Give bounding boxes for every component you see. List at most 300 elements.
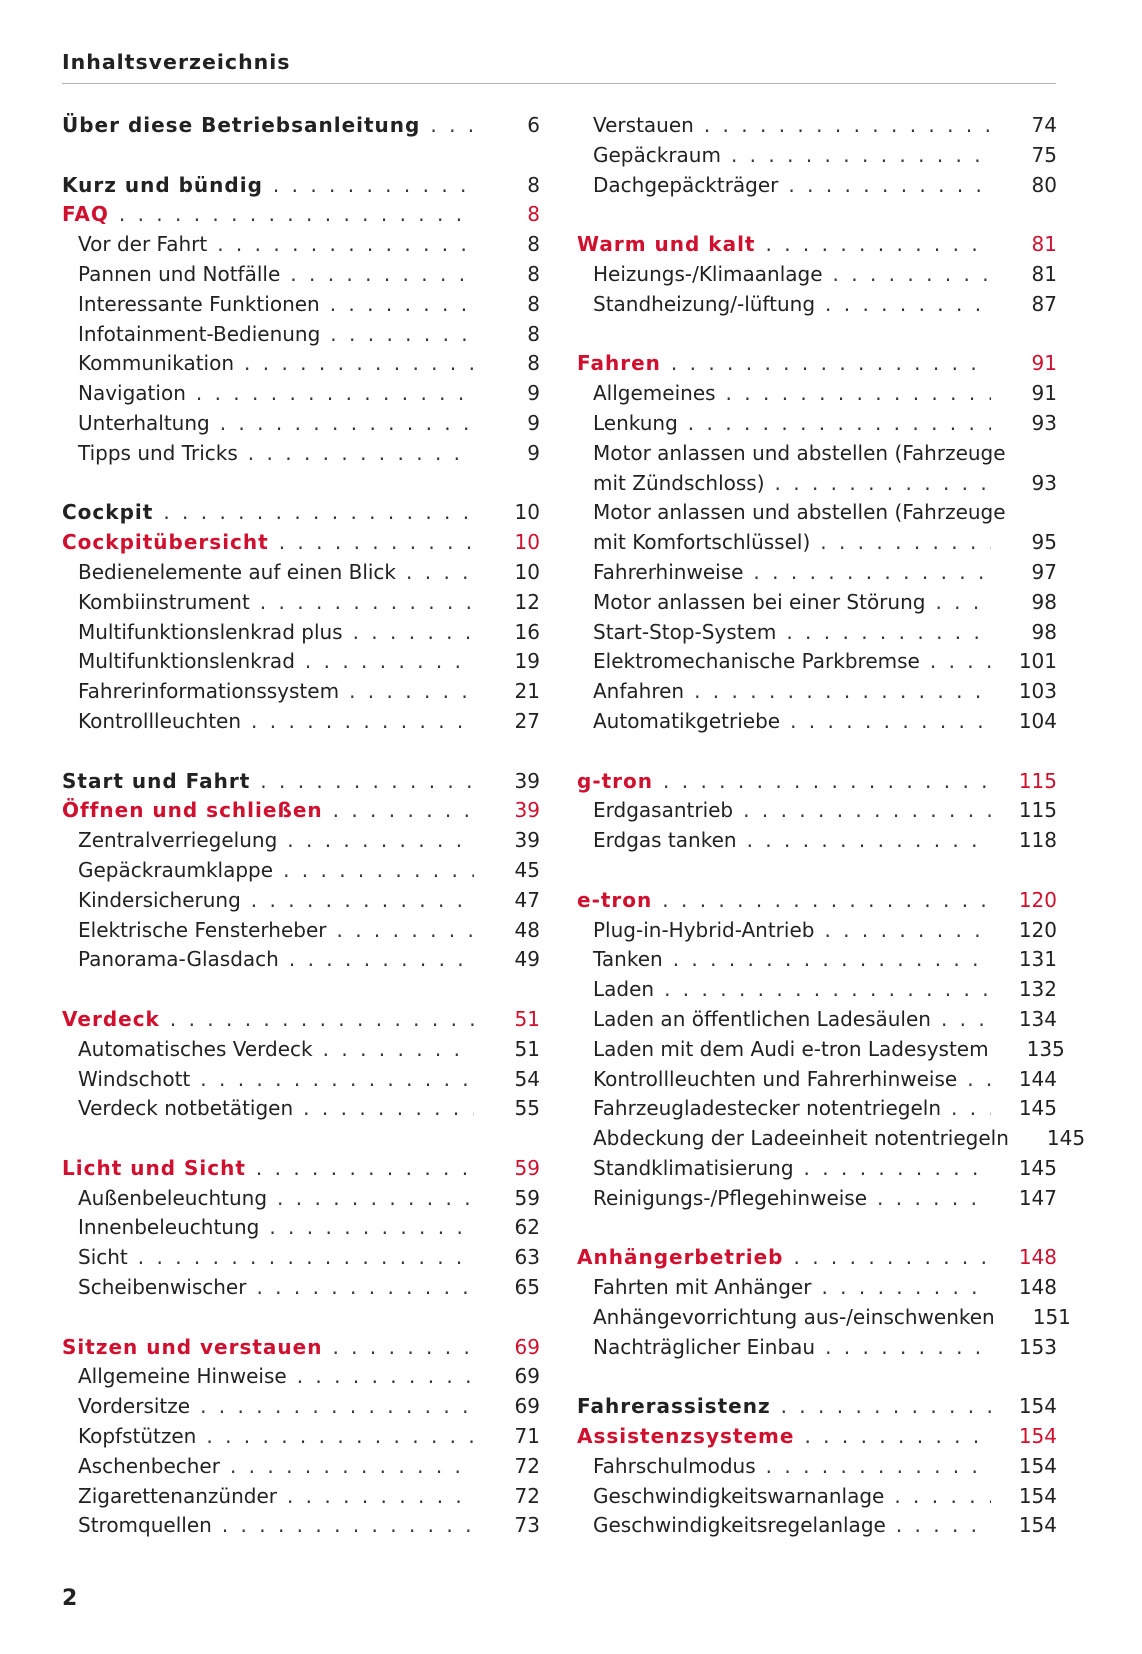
toc-page-number: 8 bbox=[527, 321, 540, 346]
toc-entry-title: Standheizung/-lüftung bbox=[593, 291, 816, 316]
toc-subsection-entry[interactable] bbox=[62, 320, 540, 350]
toc-dot-leader bbox=[241, 886, 474, 916]
toc-subsection-entry[interactable] bbox=[577, 498, 1057, 528]
toc-page-number: 145 bbox=[1046, 1126, 1086, 1151]
toc-entry-title: Laden bbox=[593, 977, 655, 1002]
toc-page-number: 91 bbox=[1031, 351, 1057, 376]
toc-dot-leader bbox=[246, 1154, 474, 1184]
toc-subsection-entry[interactable] bbox=[577, 618, 1057, 648]
toc-page-number: 72 bbox=[514, 1453, 540, 1478]
toc-page-number: 103 bbox=[1018, 679, 1057, 704]
toc-page-number: 12 bbox=[514, 589, 540, 614]
toc-chapter-entry[interactable] bbox=[577, 1392, 1057, 1422]
toc-page-number: 98 bbox=[1031, 619, 1057, 644]
toc-page-number: 51 bbox=[514, 1036, 540, 1061]
toc-subsection-entry[interactable] bbox=[577, 1124, 1086, 1154]
toc-page-number: 10 bbox=[514, 559, 540, 584]
toc-entry-title: Verstauen bbox=[593, 113, 694, 137]
toc-page-number: 54 bbox=[514, 1066, 540, 1091]
toc-entry-title: FAQ bbox=[62, 202, 109, 227]
toc-entry-title: Reinigungs-/Pflegehinweise bbox=[593, 1185, 868, 1210]
toc-section-entry[interactable] bbox=[577, 349, 1057, 379]
toc-subsection-entry[interactable] bbox=[577, 647, 1057, 677]
toc-subsection-entry[interactable] bbox=[577, 1452, 1057, 1482]
toc-entry-title: Nachträglicher Einbau bbox=[593, 1334, 816, 1359]
toc-dot-leader bbox=[721, 141, 991, 171]
toc-page-number: 16 bbox=[514, 619, 540, 644]
section-spacer bbox=[62, 1303, 540, 1333]
toc-section-entry[interactable] bbox=[62, 1154, 540, 1184]
toc-entry-title: Elektrische Fensterheber bbox=[78, 917, 327, 942]
toc-dot-leader bbox=[186, 379, 474, 409]
toc-subsection-entry[interactable] bbox=[577, 826, 1057, 856]
toc-entry-title: Plug-in-Hybrid-Antrieb bbox=[593, 917, 815, 942]
toc-dot-leader bbox=[780, 707, 991, 737]
toc-entry-title: Fahrten mit Anhänger bbox=[593, 1275, 812, 1300]
toc-dot-leader bbox=[190, 1065, 474, 1095]
toc-page-number: 154 bbox=[1018, 1453, 1057, 1478]
toc-entry-title: Über diese Betriebsanleitung bbox=[62, 113, 421, 137]
section-spacer bbox=[577, 1362, 1057, 1392]
toc-page-number: 51 bbox=[514, 1006, 540, 1031]
toc-dot-leader bbox=[109, 200, 474, 230]
toc-right-column bbox=[577, 111, 1086, 1541]
toc-dot-leader bbox=[755, 230, 991, 260]
toc-page-number: 8 bbox=[527, 172, 540, 197]
toc-entry-title: Fahrerassistenz bbox=[577, 1394, 771, 1419]
toc-chapter-entry[interactable] bbox=[62, 498, 540, 528]
toc-subsection-entry[interactable] bbox=[577, 1482, 1057, 1512]
toc-dot-leader bbox=[246, 1273, 474, 1303]
toc-entry-title: Innenbeleuchtung bbox=[78, 1215, 260, 1240]
section-spacer bbox=[62, 141, 540, 171]
toc-subsection-entry[interactable] bbox=[62, 439, 540, 469]
toc-subsection-entry[interactable] bbox=[62, 1273, 540, 1303]
toc-entry-title: e-tron bbox=[577, 887, 653, 912]
toc-dot-leader bbox=[678, 409, 991, 439]
toc-entry-title: Laden mit dem Audi e-tron Ladesystem bbox=[593, 1036, 989, 1061]
toc-entry-title: Fahrzeugladestecker notentriegeln bbox=[593, 1096, 942, 1121]
toc-entry-title: Tanken bbox=[593, 947, 663, 972]
toc-subsection-entry[interactable] bbox=[62, 409, 540, 439]
toc-subsection-entry[interactable] bbox=[577, 1511, 1057, 1541]
toc-dot-leader bbox=[343, 618, 474, 648]
toc-subsection-entry[interactable] bbox=[62, 1213, 540, 1243]
toc-dot-leader bbox=[771, 1392, 991, 1422]
toc-subsection-entry[interactable] bbox=[577, 1303, 1071, 1333]
toc-entry-title: Erdgasantrieb bbox=[593, 798, 734, 823]
toc-subsection-entry[interactable] bbox=[62, 349, 540, 379]
toc-page-number: 91 bbox=[1031, 381, 1057, 406]
toc-page-number: 153 bbox=[1018, 1334, 1057, 1359]
section-spacer bbox=[62, 975, 540, 1005]
toc-dot-leader bbox=[794, 1422, 990, 1452]
toc-dot-leader bbox=[273, 856, 474, 886]
toc-entry-title: mit Zündschloss) bbox=[593, 470, 765, 495]
toc-page-number: 9 bbox=[527, 410, 540, 435]
toc-page-number: 154 bbox=[1018, 1424, 1057, 1449]
toc-dot-leader bbox=[313, 1035, 474, 1065]
toc-dot-leader bbox=[654, 975, 991, 1005]
toc-subsection-entry[interactable] bbox=[577, 469, 1057, 499]
toc-entry-title: Unterhaltung bbox=[78, 410, 210, 435]
toc-dot-leader bbox=[322, 1333, 474, 1363]
toc-subsection-entry[interactable] bbox=[62, 677, 540, 707]
toc-entry-title: Motor anlassen und abstellen (Fahrzeuge bbox=[593, 440, 1006, 465]
toc-entry-title: Geschwindigkeitswarnanlage bbox=[593, 1483, 885, 1508]
toc-subsection-entry[interactable] bbox=[577, 141, 1057, 171]
toc-entry-title: Dachgepäckträger bbox=[593, 172, 779, 197]
toc-dot-leader bbox=[823, 260, 991, 290]
toc-entry-title: Geschwindigkeitsregelanlage bbox=[593, 1513, 886, 1538]
section-spacer bbox=[577, 200, 1057, 230]
toc-dot-leader bbox=[920, 647, 991, 677]
toc-entry-title: Allgemeines bbox=[593, 381, 716, 406]
toc-subsection-entry[interactable] bbox=[577, 916, 1057, 946]
toc-subsection-entry[interactable] bbox=[62, 647, 540, 677]
toc-page-number: 101 bbox=[1018, 649, 1057, 674]
toc-entry-title: Licht und Sicht bbox=[62, 1155, 246, 1180]
toc-dot-leader bbox=[241, 707, 474, 737]
toc-dot-leader bbox=[287, 1362, 474, 1392]
toc-subsection-entry[interactable] bbox=[577, 439, 1057, 469]
page-number: 2 bbox=[62, 1586, 78, 1611]
toc-page-number: 10 bbox=[514, 500, 540, 525]
toc-entry-title: Navigation bbox=[78, 381, 186, 406]
toc-page-number: 135 bbox=[1026, 1036, 1065, 1061]
toc-page-number: 134 bbox=[1018, 1006, 1057, 1031]
toc-subsection-entry[interactable] bbox=[577, 1154, 1057, 1184]
toc-dot-leader bbox=[295, 647, 474, 677]
toc-entry-title: Tipps und Tricks bbox=[78, 440, 238, 465]
toc-page-number: 27 bbox=[514, 708, 540, 733]
toc-dot-leader bbox=[886, 1511, 991, 1541]
toc-page-number: 154 bbox=[1018, 1483, 1057, 1508]
section-spacer bbox=[577, 856, 1057, 886]
toc-page-number: 104 bbox=[1018, 708, 1057, 733]
toc-section-entry[interactable] bbox=[577, 1422, 1057, 1452]
section-spacer bbox=[577, 1213, 1057, 1243]
toc-dot-leader bbox=[931, 1005, 991, 1035]
toc-dot-leader bbox=[733, 796, 991, 826]
toc-subsection-entry[interactable] bbox=[62, 1243, 540, 1273]
toc-dot-leader bbox=[989, 1035, 999, 1065]
toc-subsection-entry[interactable] bbox=[62, 1392, 540, 1422]
toc-subsection-entry[interactable] bbox=[62, 1184, 540, 1214]
toc-subsection-entry[interactable] bbox=[577, 1035, 1065, 1065]
toc-dot-leader bbox=[716, 379, 991, 409]
toc-dot-leader bbox=[884, 1482, 990, 1512]
toc-entry-title: Motor anlassen und abstellen (Fahrzeuge bbox=[593, 500, 1006, 525]
toc-entry-title: Anhängevorrichtung aus-/einschwenken bbox=[593, 1304, 995, 1329]
toc-dot-leader bbox=[234, 349, 474, 379]
toc-page-number: 65 bbox=[514, 1275, 540, 1300]
toc-subsection-entry[interactable] bbox=[577, 1005, 1057, 1035]
toc-dot-leader bbox=[867, 1184, 991, 1214]
toc-page-number: 48 bbox=[514, 917, 540, 942]
toc-dot-leader bbox=[277, 826, 474, 856]
toc-page-number: 145 bbox=[1018, 1096, 1057, 1121]
toc-page-number: 19 bbox=[514, 649, 540, 674]
toc-section-entry[interactable] bbox=[62, 1005, 540, 1035]
toc-subsection-entry[interactable] bbox=[577, 171, 1057, 201]
toc-left-column bbox=[62, 111, 540, 1541]
toc-page-number: 8 bbox=[527, 351, 540, 376]
toc-entry-title: Elektromechanische Parkbremse bbox=[593, 649, 920, 674]
toc-subsection-entry[interactable] bbox=[577, 290, 1057, 320]
toc-chapter-entry[interactable] bbox=[62, 767, 540, 797]
toc-subsection-entry[interactable] bbox=[577, 1094, 1057, 1124]
toc-subsection-entry[interactable] bbox=[62, 826, 540, 856]
toc-page-number: 93 bbox=[1031, 410, 1057, 435]
toc-page-number: 115 bbox=[1018, 768, 1057, 793]
toc-dot-leader bbox=[776, 618, 991, 648]
toc-entry-title: Gepäckraum bbox=[593, 142, 721, 167]
toc-page-number: 95 bbox=[1031, 530, 1057, 555]
toc-entry-title: Anfahren bbox=[593, 679, 685, 704]
toc-dot-leader bbox=[778, 171, 991, 201]
toc-page-number: 69 bbox=[514, 1334, 540, 1359]
toc-dot-leader bbox=[153, 498, 474, 528]
toc-section-entry[interactable] bbox=[62, 528, 540, 558]
toc-entry-title: Fahrerinformationssystem bbox=[78, 679, 340, 704]
toc-subsection-entry[interactable] bbox=[62, 1035, 540, 1065]
toc-entry-title: Heizungs-/Klimaanlage bbox=[593, 261, 823, 286]
toc-entry-title: Sicht bbox=[78, 1245, 128, 1270]
toc-dot-leader bbox=[160, 1005, 474, 1035]
toc-page-number: 10 bbox=[514, 530, 540, 555]
toc-entry-title: Anhängerbetrieb bbox=[577, 1245, 784, 1270]
toc-section-entry[interactable] bbox=[577, 886, 1057, 916]
toc-dot-leader bbox=[814, 916, 990, 946]
toc-subsection-entry[interactable] bbox=[62, 856, 540, 886]
toc-dot-leader bbox=[207, 230, 474, 260]
toc-page-number: 9 bbox=[527, 381, 540, 406]
toc-dot-leader bbox=[269, 528, 474, 558]
toc-entry-title: Kommunikation bbox=[78, 351, 235, 376]
toc-dot-leader bbox=[756, 1452, 991, 1482]
toc-subsection-entry[interactable] bbox=[577, 1184, 1057, 1214]
toc-subsection-entry[interactable] bbox=[577, 588, 1057, 618]
toc-subsection-entry[interactable] bbox=[577, 707, 1057, 737]
toc-entry-title: Verdeck bbox=[62, 1006, 160, 1031]
toc-page-number: 55 bbox=[514, 1096, 540, 1121]
toc-entry-title: Motor anlassen bei einer Störung bbox=[593, 589, 926, 614]
toc-entry-title: Kontrollleuchten bbox=[78, 708, 242, 733]
toc-subsection-entry[interactable] bbox=[62, 379, 540, 409]
toc-page-number: 63 bbox=[514, 1245, 540, 1270]
toc-page-number: 87 bbox=[1031, 291, 1057, 316]
toc-entry-title: Fahren bbox=[577, 351, 661, 376]
toc-section-entry[interactable] bbox=[577, 767, 1057, 797]
toc-page-number: 8 bbox=[527, 232, 540, 257]
toc-entry-title: Stromquellen bbox=[78, 1513, 212, 1538]
toc-dot-leader bbox=[250, 588, 474, 618]
toc-page-number: 47 bbox=[514, 887, 540, 912]
toc-page-number: 9 bbox=[527, 440, 540, 465]
toc-subsection-entry[interactable] bbox=[577, 260, 1057, 290]
toc-page-number: 71 bbox=[514, 1424, 540, 1449]
toc-subsection-entry[interactable] bbox=[62, 230, 540, 260]
toc-chapter-entry[interactable] bbox=[62, 171, 540, 201]
toc-entry-title: Gepäckraumklappe bbox=[78, 857, 274, 882]
toc-page-number: 39 bbox=[514, 828, 540, 853]
toc-subsection-entry[interactable] bbox=[62, 945, 540, 975]
toc-page-number: 49 bbox=[514, 947, 540, 972]
toc-page-number: 72 bbox=[514, 1483, 540, 1508]
toc-section-entry[interactable] bbox=[577, 1243, 1057, 1273]
toc-entry-title: Infotainment-Bedienung bbox=[78, 321, 321, 346]
toc-entry-title: Scheibenwischer bbox=[78, 1275, 247, 1300]
toc-subsection-entry[interactable] bbox=[62, 290, 540, 320]
toc-page-number: 148 bbox=[1018, 1275, 1057, 1300]
section-spacer bbox=[62, 1124, 540, 1154]
toc-subsection-entry[interactable] bbox=[577, 945, 1057, 975]
toc-entry-title: Automatikgetriebe bbox=[593, 708, 781, 733]
toc-page-number: 21 bbox=[514, 679, 540, 704]
toc-subsection-entry[interactable] bbox=[577, 975, 1057, 1005]
toc-subsection-entry[interactable] bbox=[577, 528, 1057, 558]
toc-entry-title: Assistenzsysteme bbox=[577, 1424, 795, 1449]
toc-page-number: 93 bbox=[1031, 470, 1057, 495]
toc-entry-title: Standklimatisierung bbox=[593, 1155, 794, 1180]
toc-page-number: 39 bbox=[514, 768, 540, 793]
toc-subsection-entry[interactable] bbox=[62, 588, 540, 618]
section-spacer bbox=[577, 320, 1057, 350]
toc-section-entry[interactable] bbox=[62, 796, 540, 826]
toc-page-number: 81 bbox=[1031, 232, 1057, 257]
toc-entry-title: Cockpitübersicht bbox=[62, 530, 269, 555]
toc-subsection-entry[interactable] bbox=[577, 1333, 1057, 1363]
toc-entry-title: Erdgas tanken bbox=[593, 828, 737, 853]
toc-dot-leader bbox=[190, 1392, 474, 1422]
toc-subsection-entry[interactable] bbox=[62, 260, 540, 290]
toc-dot-leader bbox=[684, 677, 991, 707]
toc-dot-leader bbox=[663, 945, 991, 975]
toc-entry-title: Laden an öffentlichen Ladesäulen bbox=[593, 1006, 931, 1031]
toc-dot-leader bbox=[737, 826, 991, 856]
toc-dot-leader bbox=[815, 290, 991, 320]
toc-subsection-entry[interactable] bbox=[62, 1094, 540, 1124]
toc-dot-leader bbox=[259, 1213, 474, 1243]
toc-subsection-entry[interactable] bbox=[62, 1065, 540, 1095]
toc-subsection-entry[interactable] bbox=[577, 379, 1057, 409]
section-spacer bbox=[62, 737, 540, 767]
toc-page-number: 74 bbox=[1031, 113, 1057, 137]
toc-subsection-entry[interactable] bbox=[577, 1273, 1057, 1303]
toc-subsection-entry[interactable] bbox=[62, 1511, 540, 1541]
toc-dot-leader bbox=[238, 439, 474, 469]
toc-dot-leader bbox=[320, 320, 474, 350]
toc-dot-leader bbox=[995, 1303, 1005, 1333]
toc-entry-title: Zentralverriegelung bbox=[78, 828, 278, 853]
toc-entry-title: Abdeckung der Ladeeinheit notentriegeln bbox=[593, 1126, 1009, 1151]
toc-page-number: 69 bbox=[514, 1394, 540, 1419]
toc-section-entry[interactable] bbox=[62, 1333, 540, 1363]
toc-subsection-entry[interactable] bbox=[62, 886, 540, 916]
toc-dot-leader bbox=[267, 1184, 474, 1214]
toc-page-number: 69 bbox=[514, 1364, 540, 1389]
toc-dot-leader bbox=[694, 111, 991, 141]
toc-page-number: 8 bbox=[527, 261, 540, 286]
toc-chapter-entry[interactable] bbox=[62, 111, 540, 141]
toc-page-number: 75 bbox=[1031, 142, 1057, 167]
toc-section-entry[interactable] bbox=[577, 230, 1057, 260]
toc-page-number: 144 bbox=[1018, 1066, 1057, 1091]
toc-subsection-entry[interactable] bbox=[62, 916, 540, 946]
toc-dot-leader bbox=[212, 1511, 474, 1541]
toc-dot-leader bbox=[925, 588, 991, 618]
toc-dot-leader bbox=[263, 171, 474, 201]
toc-subsection-entry[interactable] bbox=[577, 111, 1057, 141]
toc-page-number: 59 bbox=[514, 1185, 540, 1210]
toc-page-number: 120 bbox=[1018, 917, 1057, 942]
toc-page-number: 132 bbox=[1018, 977, 1057, 1002]
toc-page-number: 81 bbox=[1031, 261, 1057, 286]
toc-entry-title: Vor der Fahrt bbox=[78, 232, 208, 257]
toc-entry-title: Start-Stop-System bbox=[593, 619, 777, 644]
toc-dot-leader bbox=[196, 1422, 474, 1452]
toc-dot-leader bbox=[396, 558, 474, 588]
toc-subsection-entry[interactable] bbox=[62, 1362, 540, 1392]
toc-subsection-entry[interactable] bbox=[62, 618, 540, 648]
toc-dot-leader bbox=[810, 528, 991, 558]
toc-entry-title: Öffnen und schließen bbox=[62, 798, 323, 823]
toc-subsection-entry[interactable] bbox=[577, 558, 1057, 588]
toc-subsection-entry[interactable] bbox=[62, 707, 540, 737]
toc-subsection-entry[interactable] bbox=[577, 677, 1057, 707]
toc-page-number: 8 bbox=[527, 291, 540, 316]
toc-section-entry[interactable] bbox=[62, 200, 540, 230]
toc-entry-title: Multifunktionslenkrad plus bbox=[78, 619, 343, 644]
toc-entry-title: Automatisches Verdeck bbox=[78, 1036, 313, 1061]
toc-dot-leader bbox=[339, 677, 474, 707]
toc-subsection-entry[interactable] bbox=[577, 1065, 1057, 1095]
toc-entry-title: Fahrschulmodus bbox=[593, 1453, 756, 1478]
toc-subsection-entry[interactable] bbox=[577, 796, 1057, 826]
toc-page-number: 62 bbox=[514, 1215, 540, 1240]
toc-entry-title: Verdeck notbetätigen bbox=[78, 1096, 294, 1121]
toc-subsection-entry[interactable] bbox=[577, 409, 1057, 439]
toc-subsection-entry[interactable] bbox=[62, 1482, 540, 1512]
toc-dot-leader bbox=[277, 1482, 474, 1512]
toc-subsection-entry[interactable] bbox=[62, 1452, 540, 1482]
toc-dot-leader bbox=[743, 558, 991, 588]
toc-page-number: 131 bbox=[1018, 947, 1057, 972]
toc-page-number: 147 bbox=[1018, 1185, 1057, 1210]
toc-entry-title: Außenbeleuchtung bbox=[78, 1185, 268, 1210]
toc-dot-leader bbox=[220, 1452, 474, 1482]
toc-dot-leader bbox=[653, 767, 991, 797]
toc-dot-leader bbox=[815, 1333, 991, 1363]
toc-entry-title: Pannen und Notfälle bbox=[78, 261, 281, 286]
toc-subsection-entry[interactable] bbox=[62, 1422, 540, 1452]
toc-entry-title: Kindersicherung bbox=[78, 887, 241, 912]
toc-entry-title: mit Komfortschlüssel) bbox=[593, 530, 811, 555]
toc-subsection-entry[interactable] bbox=[62, 558, 540, 588]
toc-page-number: 151 bbox=[1032, 1304, 1071, 1329]
toc-entry-title: Windschott bbox=[78, 1066, 191, 1091]
toc-page-number: 154 bbox=[1018, 1513, 1057, 1538]
page-header-title: Inhaltsverzeichnis bbox=[62, 50, 1056, 84]
toc-entry-title: Lenkung bbox=[593, 410, 678, 435]
toc-page-number: 98 bbox=[1031, 589, 1057, 614]
toc-dot-leader bbox=[957, 1065, 991, 1095]
toc-dot-leader bbox=[765, 469, 991, 499]
toc-page-number: 115 bbox=[1018, 798, 1057, 823]
toc-entry-title: Interessante Funktionen bbox=[78, 291, 320, 316]
toc-entry-title: Vordersitze bbox=[78, 1394, 191, 1419]
